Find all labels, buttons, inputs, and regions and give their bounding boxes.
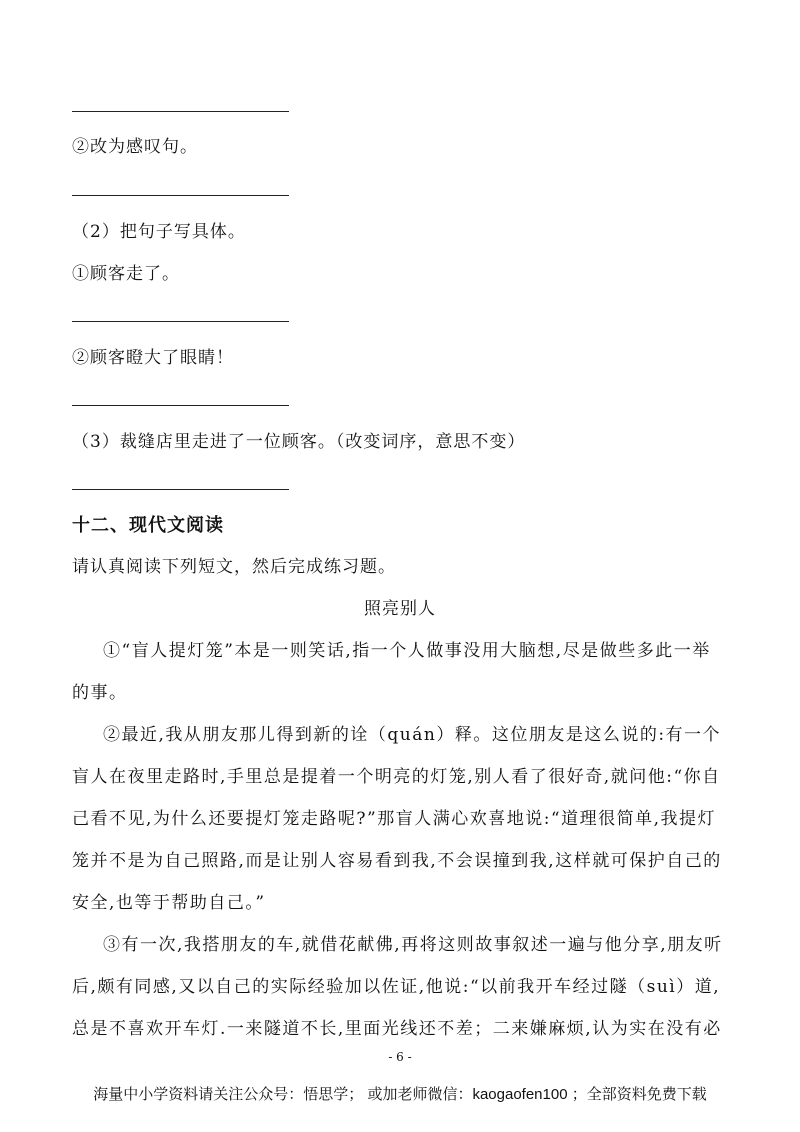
section-instruction: 请认真阅读下列短文，然后完成练习题。 xyxy=(72,557,396,577)
answer-line xyxy=(72,111,289,112)
answer-line xyxy=(72,405,289,406)
answer-line xyxy=(72,321,289,322)
page-number: - 6 - xyxy=(388,1050,412,1064)
passage-line: 安全,也等于帮助自己。” xyxy=(72,893,266,913)
footer-note: 海量中小学资料请关注公众号：悟思学； 或加老师微信：kaogaofen100 ；全部资料免费下载 xyxy=(93,1086,707,1103)
answer-line xyxy=(72,489,289,490)
answer-line xyxy=(72,195,289,196)
exercise-item: ①顾客走了。 xyxy=(72,264,180,284)
exercise-part-heading: （3）裁缝店里走进了一位顾客。（改变词序，意思不变） xyxy=(72,432,526,452)
passage-line: 盲人在夜里走路时,手里总是提着一个明亮的灯笼,别人看了很好奇,就问他:“你自 xyxy=(72,767,721,787)
exercise-item: ②顾客瞪大了眼睛！ xyxy=(72,348,234,368)
passage-line: 后,颇有同感,又以自己的实际经验加以佐证,他说:“以前我开车经过隧（suì）道, xyxy=(72,977,721,997)
exercise-item: ②改为感叹句。 xyxy=(72,137,198,157)
exercise-part-heading: （2）把句子写具体。 xyxy=(72,222,246,242)
passage-line: ①“盲人提灯笼”本是一则笑话,指一个人做事没用大脑想,尽是做些多此一举 xyxy=(103,641,711,661)
section-heading: 十二、现代文阅读 xyxy=(72,515,224,536)
passage-line: ③有一次,我搭朋友的车,就借花献佛,再将这则故事叙述一遍与他分享,朋友听 xyxy=(103,935,723,955)
passage-line: 的事。 xyxy=(72,683,128,703)
passage-title: 照亮别人 xyxy=(364,599,436,619)
passage-line: 己看不见,为什么还要提灯笼走路呢?”那盲人满心欢喜地说:“道理很简单,我提灯 xyxy=(72,809,717,829)
passage-line: 总是不喜欢开车灯.一来隧道不长,里面光线还不差；二来嫌麻烦,认为实在没有必 xyxy=(72,1019,722,1039)
passage-line: 笼并不是为自己照路,而是让别人容易看到我,不会误撞到我,这样就可保护自己的 xyxy=(72,851,722,871)
passage-line: ②最近,我从朋友那儿得到新的诠（quán）释。这位朋友是这么说的:有一个 xyxy=(103,725,722,745)
